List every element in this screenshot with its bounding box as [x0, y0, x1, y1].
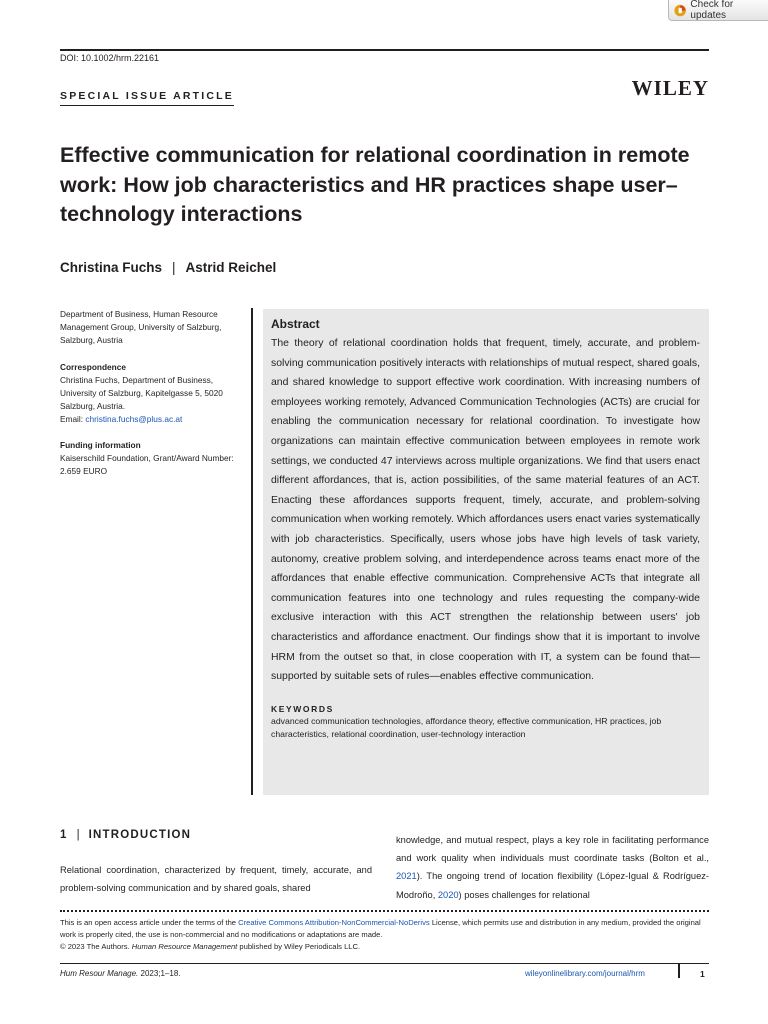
abstract-divider: [251, 308, 253, 795]
check-for-updates-button[interactable]: [668, 0, 768, 21]
funding-block: [60, 439, 250, 478]
author-name[interactable]: Christina Fuchs: [60, 260, 163, 275]
keywords: advanced communication technologies, affordance theory, effective communication, HR practices, job characteristics, relational coordination, user-technology interaction: [271, 715, 662, 740]
affiliation: Department of Business, Human Resource Management Group, University of Salzburg, Salzburg, Austria: [60, 309, 222, 345]
copyright-line: [60, 941, 710, 953]
license-text: This is an open access article under the terms of the: [60, 918, 239, 927]
correspondence-block: [60, 361, 250, 426]
check-updates-label: Check for updates: [690, 0, 734, 21]
abstract-heading: Abstract: [271, 317, 320, 331]
copyright-text: published by Wiley Periodicals LLC.: [237, 942, 361, 952]
publisher-logo: WILEY: [631, 76, 709, 100]
intro-right-column: [396, 831, 709, 904]
intro-text: ) poses challenges for relational: [458, 889, 590, 900]
citation-link[interactable]: 2021: [396, 871, 417, 882]
license-notice: [60, 917, 710, 954]
section-separator: |: [76, 829, 80, 841]
footer-citation: [60, 969, 181, 978]
keywords-heading: KEYWORDS: [271, 703, 334, 714]
check-updates-icon: [674, 4, 686, 17]
journal-url-link[interactable]: wileyonlinelibrary.com/journal/hrm: [525, 969, 645, 978]
page-number: 1: [700, 969, 705, 979]
section-number: 1: [60, 829, 68, 841]
author-separator: |: [172, 260, 176, 275]
intro-text: knowledge, and mutual respect, plays a key role in facilitating performance and work quality when individuals must coordinate tasks (Bolton et al.,: [396, 835, 709, 864]
footer-divider: [678, 964, 680, 978]
journal-abbrev: Hum Resour Manage.: [60, 969, 139, 978]
abstract-body: The theory of relational coordination holds that frequent, timely, accurate, and problem-solving communication positively interacts with relationships of mutual respect, shared goals, and shared knowledge to support effective work coordination. With increasing numbers of employees working remotely, Advanced Communication Technologies (ACTs) are crucial for enabling the communication necessary for relational coordination. To investigate how organizations can maintain effective communication between employees in remote work settings, we conducted 47 interviews across multiple organizations. We find that users enact different affordances, that is, action possibilities, of the same material features of an ACT. Enacting these affordances supports frequent, timely, accurate, and problem-solving communication when working remotely. Which affordances users enact varies systematically with job characteristics. Specifically, users whose jobs have high levels of task variety, autonomy, creative problem solving, and interdependence across teams enact more of the affordances that enable effective communication. Comprehensive ACTs that integrate all communication features into one technology and rules requesting the company-wide exclusive interaction with this ACT strengthen the relationship between users' job characteristics and affordance enactment. Our findings show that it is important to involve HRM from the outset so that, in close cooperation with IT, a system can be found that—supported by suitable sets of rules—enables effective communication.: [271, 338, 700, 683]
email-label: Email:: [60, 414, 86, 424]
intro-text: ). The ongoing trend of location flexibility (López-Igual & Rodríguez-Modroño,: [396, 871, 709, 900]
correspondence-heading: Correspondence: [60, 362, 126, 372]
email-link[interactable]: christina.fuchs@plus.ac.at: [85, 414, 183, 424]
license-link[interactable]: Creative Commons Attribution-NonCommercial-NoDerivs: [238, 918, 430, 927]
license-divider: [60, 910, 709, 912]
header-rule: [60, 49, 709, 51]
copyright-text: © 2023 The Authors.: [60, 942, 132, 952]
abstract-box: [263, 309, 709, 795]
doi: DOI: 10.1002/hrm.22161: [60, 53, 160, 63]
section-title: INTRODUCTION: [88, 829, 192, 841]
email-line: [60, 413, 250, 426]
license-text: License, which permits use and distribution in any medium, provided the original work is properly cited, the use is non-commercial and no modifications or adaptations are made.: [60, 918, 701, 940]
funding-text: Kaiserschild Foundation, Grant/Award Number: 2.659 EURO: [60, 453, 234, 476]
article-title: Effective communication for relational coordination in remote work: How job characteristics and HR practices shape user–technology interactions: [60, 143, 690, 226]
author-name[interactable]: Astrid Reichel: [185, 260, 277, 275]
funding-heading: Funding information: [60, 440, 141, 450]
intro-left-column: Relational coordination, characterized by frequent, timely, accurate, and problem-solving communication and by shared goals, shared: [60, 865, 372, 894]
journal-name: Human Resource Management: [131, 942, 238, 952]
author-list: [60, 260, 276, 275]
section-heading: [60, 829, 191, 841]
correspondence-text: Christina Fuchs, Department of Business, University of Salzburg, Kapitelgasse 5, 5020 Salzburg, Austria.: [60, 375, 223, 411]
citation-link[interactable]: 2020: [437, 889, 459, 900]
article-type: SPECIAL ISSUE ARTICLE: [60, 90, 234, 106]
footer-rule: [60, 963, 709, 964]
citation-text: 2023;1–18.: [138, 969, 181, 978]
